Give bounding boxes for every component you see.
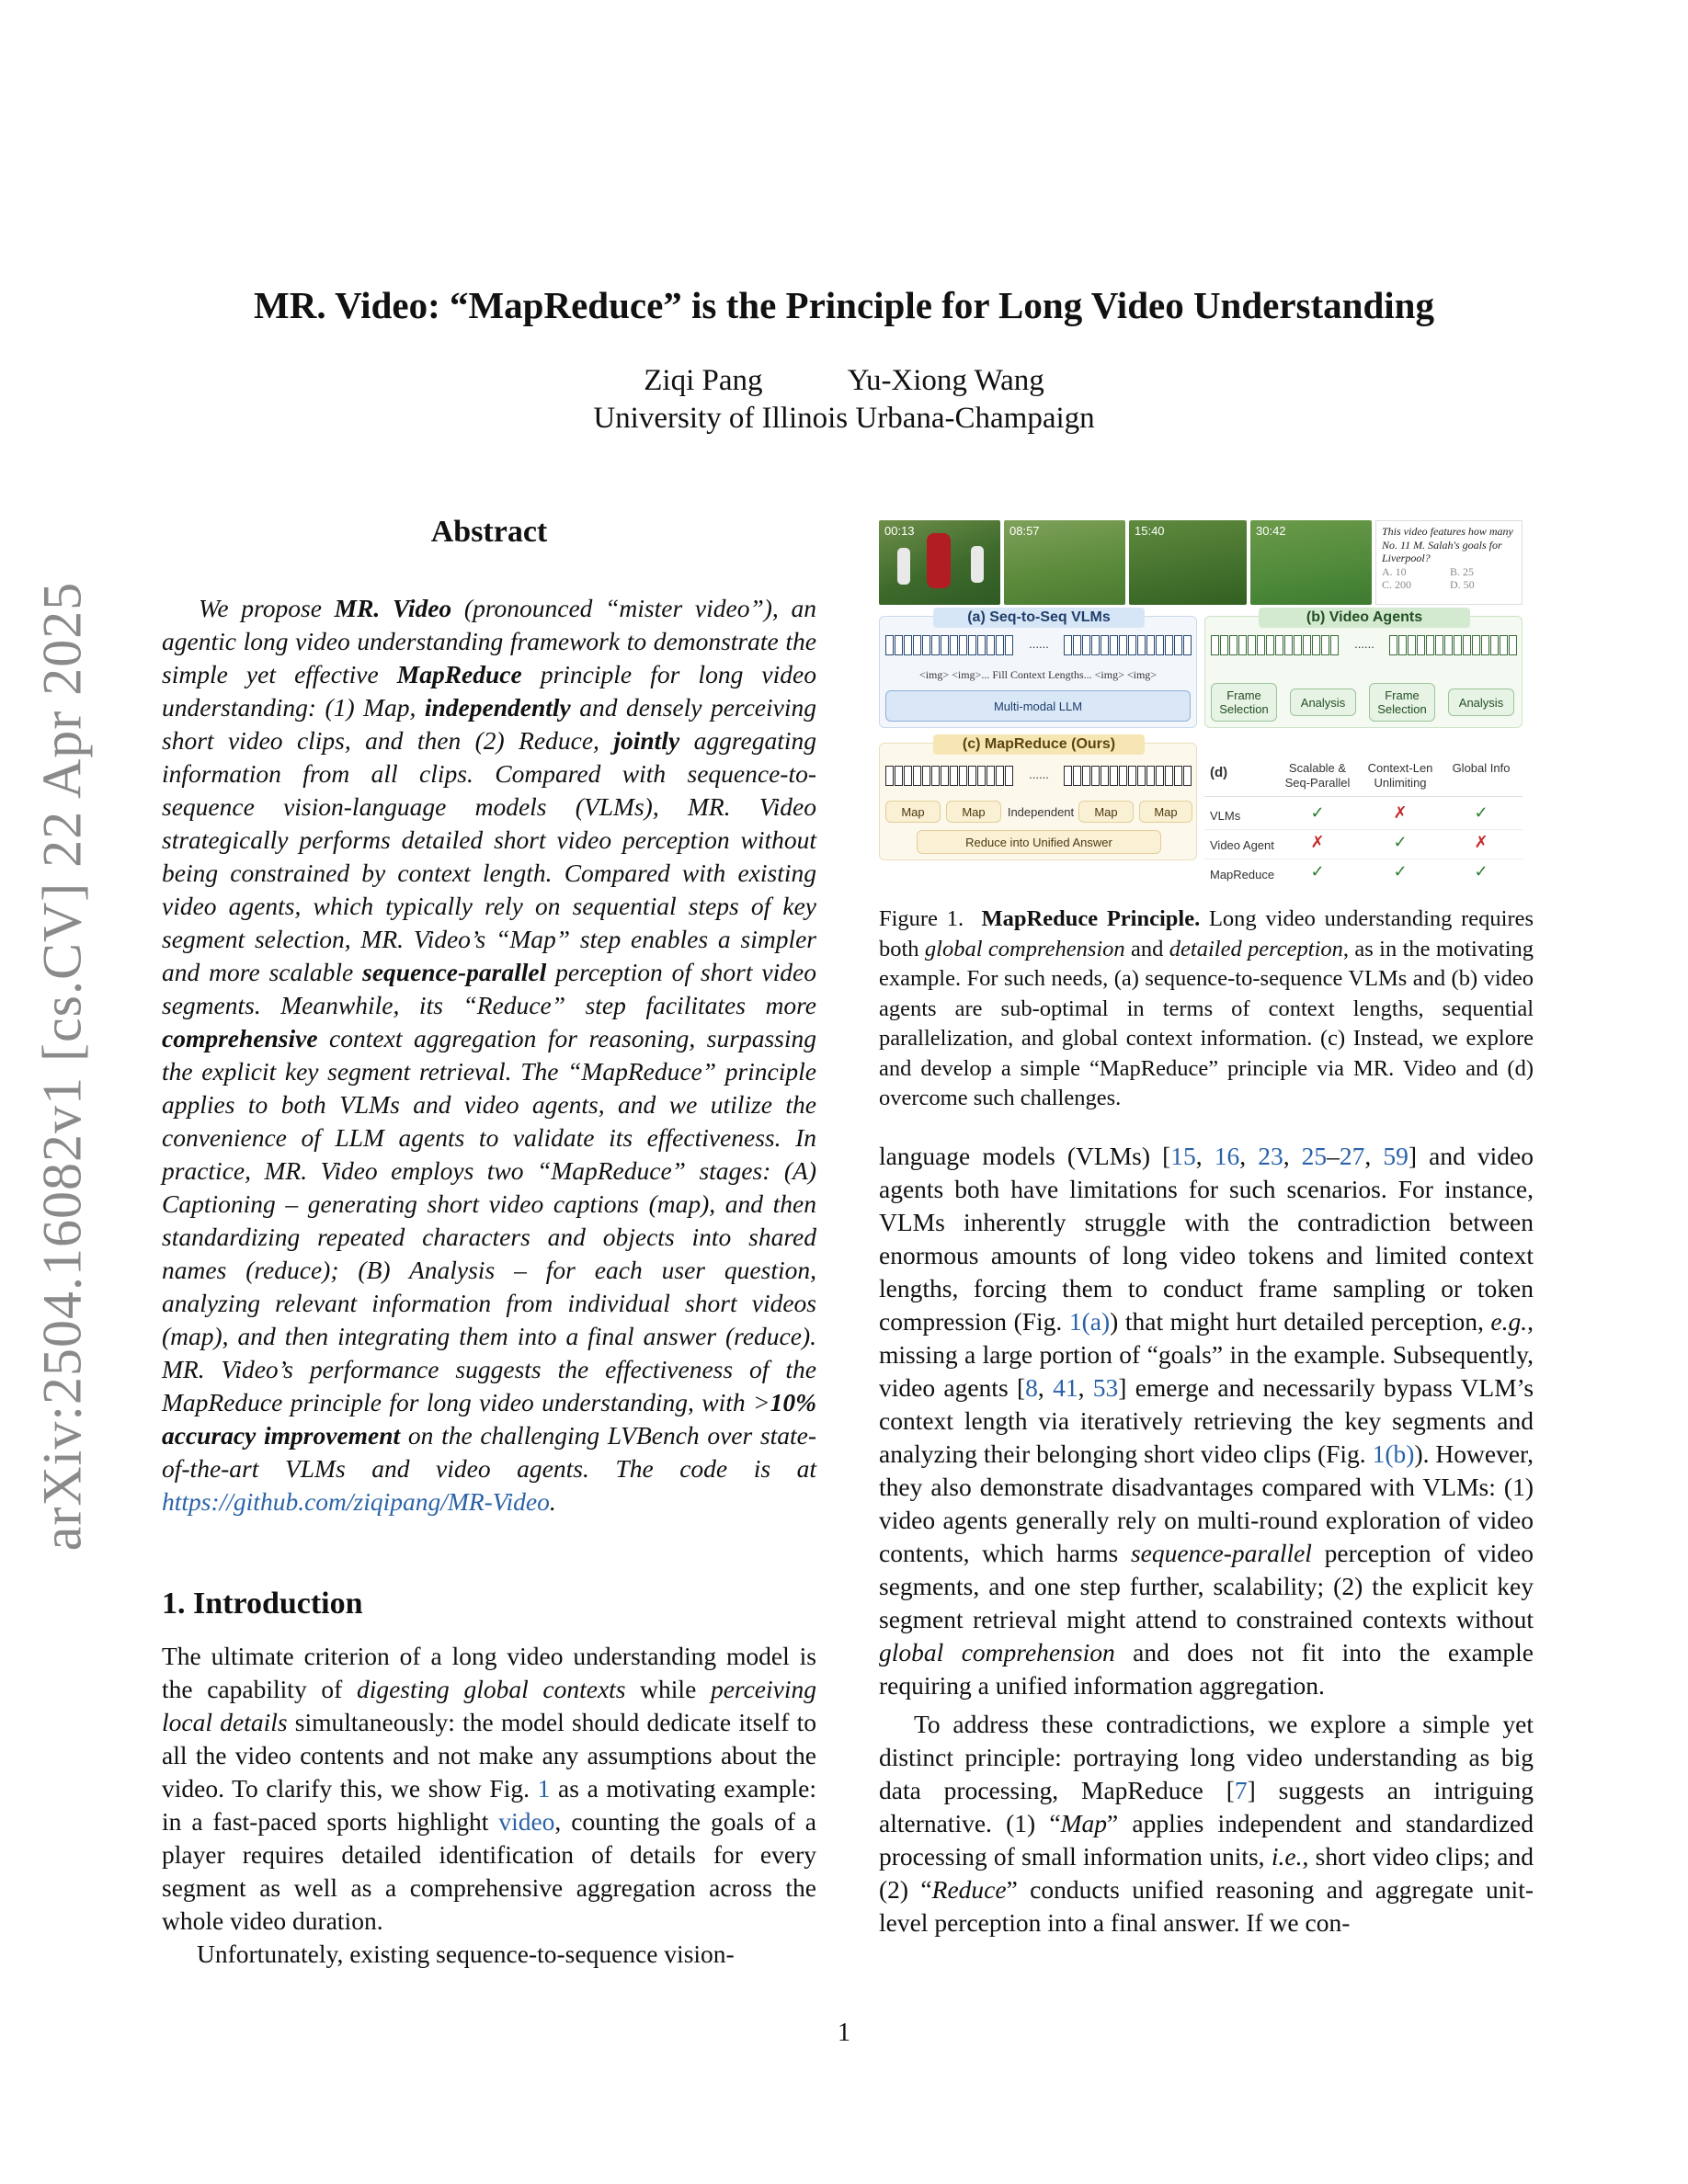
panel-video-agents: (b) Video Agents ...... Frame Selection Analysis Frame Selection Analysis [1204,616,1523,728]
abstract-heading: Abstract [430,515,548,549]
author-list [0,364,1688,398]
abstract-body: We propose MR. Video (pronounced “mister video”), an agentic long video understanding framework to demonstrate the simple yet effective MapReduce principle for long video understanding: (1) Map, independently and densely perceiving short video clips, and then (2) Reduce, jointly aggregating information from all clips. Compared with sequence-to-sequence vision-language models (VLMs), MR. Video strategically performs detailed short video perception without being constrained by context length. Compared with existing video agents, which typically rely on sequential steps of key segment selection, MR. Video’s “Map” step enables a simpler and more scalable sequence-parallel perception of short video segments. Meanwhile, its “Reduce” step facilitates more comprehensive context aggregation for reasoning, surpassing the explicit key segment retrieval. The “MapReduce” principle applies to both VLMs and video agents, and we utilize the convenience of LLM agents to validate its effectiveness. In practice, MR. Video employs two “MapReduce” stages: (A) Captioning – generating short video captions (map), and then standardizing repeated characters and objects into shared names (reduce); (B) Analysis – for each user question, analyzing relevant information from individual short videos (map), and then integrating them into a final answer (reduce). MR. Video’s performance suggests the effectiveness of the MapReduce principle for long video understanding, with >10% accuracy improvement on the challenging LVBench over state-of-the-art VLMs and video agents. The code is at https://github.com/ziqipang/MR-Video. [162,594,816,1516]
page-number: 1 [838,2019,850,2047]
author-name: Yu-Xiong Wang [847,364,1044,397]
figure-question: This video features how many No. 11 M. Salah's goals for Liverpool? A. 10 B. 25 C. 200 D. 50 [1375,520,1523,605]
video-frame: 30:42 [1250,520,1372,605]
video-frame: 15:40 [1129,520,1247,605]
intro-heading: 1. Introduction [162,1587,363,1621]
token-strip [1064,635,1192,657]
author-name: Ziqi Pang [644,364,763,397]
figure-caption: Figure 1. MapReduce Principle. Long video understanding requires both global comprehension and detailed perception, as in the motivating example. For such needs, (a) sequence-to-sequence VLMs and (b) video agents are sub-optimal in terms of context lengths, sequential parallelization, and global context information. (c) Instead, we explore and develop a simple “MapReduce” principle via MR. Video and (d) overcome such challenges. [879,906,1534,1110]
right-column-body: language models (VLMs) [15, 16, 23, 25–27, 59] and video agents both have limitations for such scenarios. For instance, VLMs inherently struggle with the contradiction between enormous amounts of long video tokens and limited context lengths, forcing them to conduct frame sampling or token compression (Fig. 1(a)) that might hurt detailed perception, e.g., missing a large portion of “goals” in the example. Subsequently, video agents [8, 41, 53] emerge and necessarily bypass VLM’s context length via iteratively retrieving the key segments and analyzing their belonging short video clips (Fig. 1(b)). However, they also demonstrate disadvantages compared with VLMs: (1) video agents generally rely on multi-round exploration of video contents, which harms sequence-parallel perception of video segments, and one step further, scalability; (2) the explicit key segment retrieval might attend to constrained contexts without global comprehension and does not fit into the example requiring a unified information aggregation. To address these contradictions, we explore a simple yet distinct principle: portraying long video understanding as big data processing, MapReduce [7] suggests an intriguing alternative. (1) “Map” applies independent and standardized processing of small information units, i.e., short video clips; and (2) “Reduce” conducts unified reasoning and aggregate unit-level perception into a final answer. If we con- [879,1142,1534,1937]
intro-body: The ultimate criterion of a long video understanding model is the capability of digesting global contexts while perceiving local details simultaneously: the model should dedicate itself to all the video contents and not make any assumptions about the video. To clarify this, we show Fig. 1 as a motivating example: in a fast-paced sports highlight video, counting the goals of a player requires detailed identification of details for every segment as well as a comprehensive aggregation across the whole video duration. Unfortunately, existing sequence-to-sequence vision- [162,1642,817,1968]
arxiv-identifier: arXiv:2504.16082v1 [cs.CV] 22 Apr 2025 [31,581,93,1552]
video-frame: 08:57 [1004,520,1125,605]
figure-1: 00:13 08:57 15:40 30:42 This video features how many No. 11 M. Salah's goals for Liverpool? A. 10 B. 25 C. 200 D. 50 (a) Seq-to-Seq VLMs ...... <img> <img>... Fill Context Lengths... <img> <img> Multi-modal LLM (b) Video Agents ...... Frame Selection Analysis Frame Selection Analysis (c) MapReduce (Ours) ...... Map Map Independent Map Map Reduce into Unified Answer (d) Scalable & Seq-Parallel Context-Len Unlimiting Global Info VLMs ✓ ✗ ✓ Video Agent ✗ ✓ ✗ MapReduce ✓ ✓ ✓ [879,520,1524,897]
token-strip [885,635,1014,657]
panel-mapreduce: (c) MapReduce (Ours) ...... Map Map Independent Map Map Reduce into Unified Answer [879,743,1197,860]
affiliation: University of Illinois Urbana-Champaign [593,402,1095,435]
video-frame: 00:13 [879,520,1000,605]
paper-title: MR. Video: “MapReduce” is the Principle for Long Video Understanding [254,284,1434,326]
code-link[interactable]: https://github.com/ziqipang/MR-Video [162,1487,550,1516]
panel-seq2seq: (a) Seq-to-Seq VLMs ...... <img> <img>... Fill Context Lengths... <img> <img> Multi-modal LLM [879,616,1197,728]
